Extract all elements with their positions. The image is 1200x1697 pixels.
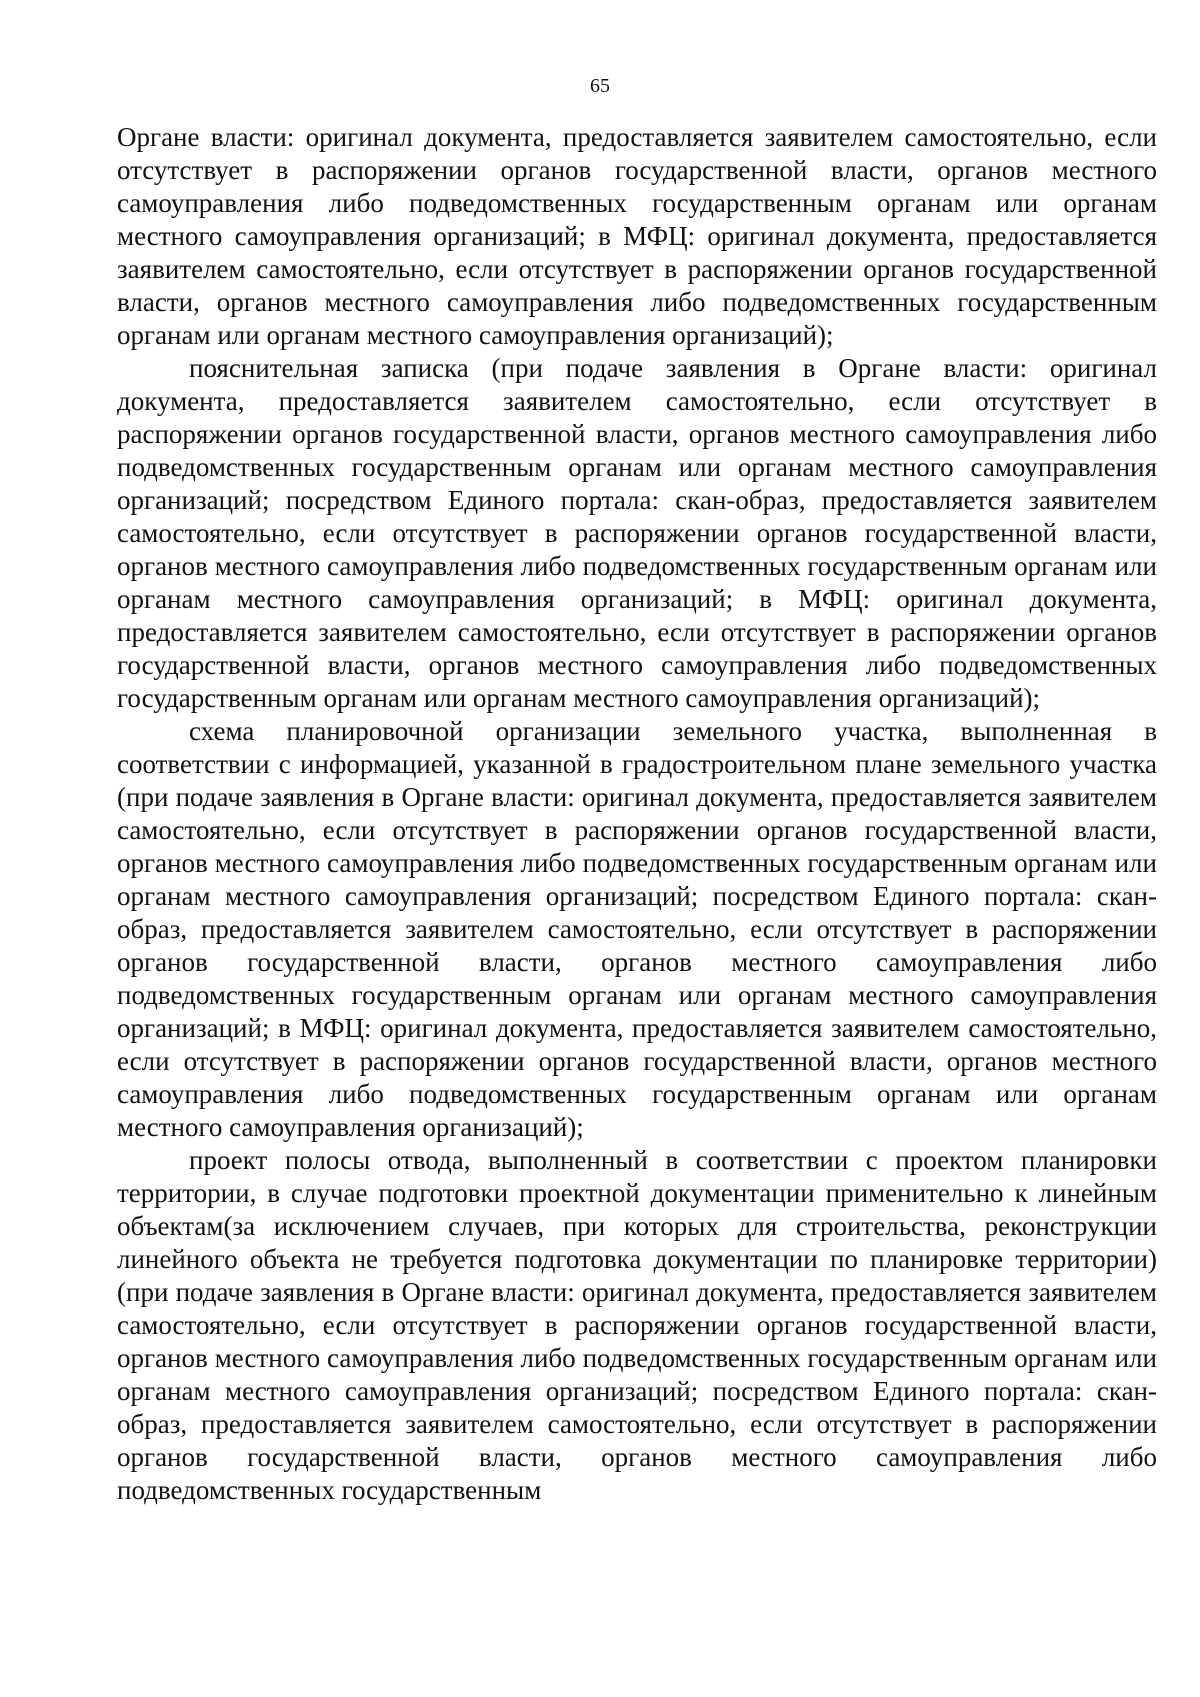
paragraph-4: проект полосы отвода, выполненный в соответствии с проектом планировки территории, в случае подготовки проектной документации применительно к линейным объектам(за исключением случаев, при которых для строительства, реконструкции линейного объекта не требуется подготовка документации по планировке территории) (при подаче заявления в Органе власти: оригинал документа, предоставляется заявителем самостоятельно, если отсутствует в распоряжении органов государственной власти, органов местного самоуправления либо подведомственных государственным органам или органам местного самоуправления организаций; посредством Единого портала: скан-образ, предоставляется заявителем самостоятельно, если отсутствует в распоряжении органов государственной власти, органов местного самоуправления либо подведомственных государственным <box>117 1145 1157 1505</box>
document-body <box>117 121 1157 1507</box>
paragraph-1: Органе власти: оригинал документа, предоставляется заявителем самостоятельно, если отсутствует в распоряжении органов государственной власти, органов местного самоуправления либо подведомственных государственным органам или органам местного самоуправления организаций; в МФЦ: оригинал документа, предоставляется заявителем самостоятельно, если отсутствует в распоряжении органов государственной власти, органов местного самоуправления либо подведомственных государственным органам или органам местного самоуправления организаций); <box>117 122 1157 350</box>
page-number: 65 <box>590 75 610 97</box>
paragraph-3: схема планировочной организации земельного участка, выполненная в соответствии с информацией, указанной в градостроительном плане земельного участка (при подаче заявления в Органе власти: оригинал документа, предоставляется заявителем самостоятельно, если отсутствует в распоряжении органов государственной власти, органов местного самоуправления либо подведомственных государственным органам или органам местного самоуправления организаций; посредством Единого портала: скан-образ, предоставляется заявителем самостоятельно, если отсутствует в распоряжении органов государственной власти, органов местного самоуправления либо подведомственных государственным органам или органам местного самоуправления организаций; в МФЦ: оригинал документа, предоставляется заявителем самостоятельно, если отсутствует в распоряжении органов государственной власти, органов местного самоуправления либо подведомственных государственным органам или органам местного самоуправления организаций); <box>117 716 1157 1142</box>
paragraph-2: пояснительная записка (при подаче заявления в Органе власти: оригинал документа, предоставляется заявителем самостоятельно, если отсутствует в распоряжении органов государственной власти, органов местного самоуправления либо подведомственных государственным органам или органам местного самоуправления организаций; посредством Единого портала: скан-образ, предоставляется заявителем самостоятельно, если отсутствует в распоряжении органов государственной власти, органов местного самоуправления либо подведомственных государственным органам или органам местного самоуправления организаций; в МФЦ: оригинал документа, предоставляется заявителем самостоятельно, если отсутствует в распоряжении органов государственной власти, органов местного самоуправления либо подведомственных государственным органам или органам местного самоуправления организаций); <box>117 353 1157 713</box>
